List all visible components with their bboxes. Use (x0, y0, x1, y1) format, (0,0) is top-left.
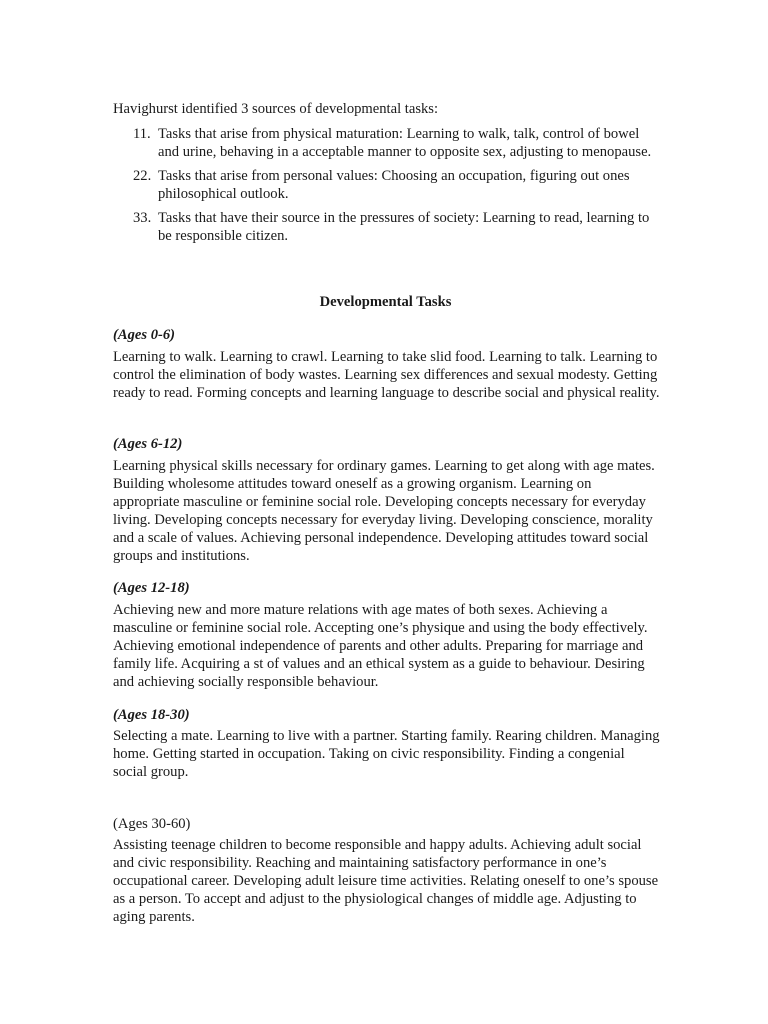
list-item-text: Tasks that have their source in the pressures of society: Learning to read, learning to be responsible citizen. (158, 210, 650, 244)
stage-text: Assisting teenage children to become responsible and happy adults. Achieving adult social and civic responsibility. Reaching and maintaining satisfactory performance in one’s occupational career. Developing adult leisure time activities. Relating oneself to one’s spouse as a person. To accept and adjust to the physiological changes of middle age. Adjusting to aging parents. (113, 837, 659, 925)
intro-text: Havighurst identified 3 sources of developmental tasks: (113, 101, 439, 117)
list-item (113, 167, 658, 203)
stage-text: Learning to walk. Learning to crawl. Learning to take slid food. Learning to talk. Learning to control the elimination of body wastes. Learning sex differences and sexual modesty. Getting ready to read. Forming concepts and learning language to describe social and physical reality. (113, 349, 660, 401)
sources-list (113, 125, 658, 251)
stage-heading: (Ages 18-30) (113, 707, 190, 723)
stage-heading: (Ages 12-18) (113, 580, 190, 596)
list-item (113, 125, 658, 161)
stage-text: Learning physical skills necessary for ordinary games. Learning to get along with age mates. Building wholesome attitudes toward oneself as a growing organism. Learning on appropriate masculine or feminine social role. Developing concepts necessary for everyday living. Developing concepts necessary for everyday living. Developing conscience, morality and a scale of values. Achieving personal independence. Developing attitudes toward social groups and institutions. (113, 458, 655, 564)
stage-text: Selecting a mate. Learning to live with a partner. Starting family. Rearing children. Managing home. Getting started in occupation. Taking on civic responsibility. Finding a congenial social group. (113, 728, 660, 780)
list-item-number: 11. (133, 126, 151, 142)
list-item-number: 22. (133, 168, 152, 184)
stage-text: Achieving new and more mature relations with age mates of both sexes. Achieving a masculine or feminine social role. Accepting one’s physique and using the body effectively. Achieving emotional independence of parents and other adults. Preparing for marriage and family life. Acquiring a st of values and an ethical system as a guide to behaviour. Desiring and achieving socially responsible behaviour. (113, 602, 648, 690)
list-item (113, 209, 658, 245)
list-item-number: 33. (133, 210, 152, 226)
list-item-text: Tasks that arise from physical maturation: Learning to walk, talk, control of bowel and urine, behaving in a acceptable manner to opposite sex, adjusting to menopause. (158, 126, 652, 160)
list-item-text: Tasks that arise from personal values: Choosing an occupation, figuring out ones philosophical outlook. (158, 168, 630, 202)
stage-heading: (Ages 0-6) (113, 327, 176, 343)
section-title: Developmental Tasks (319, 294, 452, 310)
stage-heading: (Ages 30-60) (113, 816, 191, 832)
stage-heading: (Ages 6-12) (113, 436, 183, 452)
